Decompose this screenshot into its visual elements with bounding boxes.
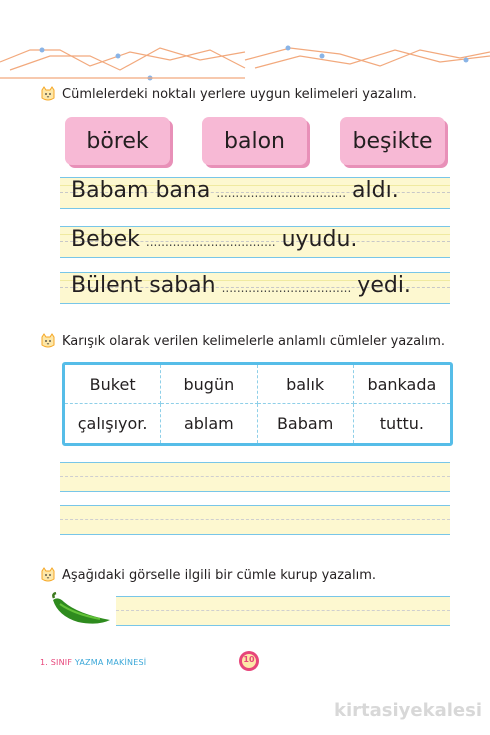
word-card-1: börek (65, 117, 170, 165)
page-number: 10 (243, 655, 255, 664)
instruction-2 (40, 333, 445, 349)
footer-title: YAZMA MAKİNESİ (74, 658, 147, 667)
sentence-2-start: Bebek (71, 227, 140, 252)
cat-face-icon (40, 333, 56, 349)
instruction-1-text: Cümlelerdeki noktalı yerlere uygun kelimeleri yazalım. (62, 86, 417, 102)
sentence-1-end: aldı. (352, 178, 399, 203)
word-grid (62, 362, 453, 446)
sentence-3 (71, 273, 411, 298)
word-card-3: beşikte (340, 117, 445, 165)
footer-label (40, 658, 146, 667)
grid-cell: bankada (354, 365, 450, 404)
grid-cell: bugün (161, 365, 257, 404)
grid-cell: ablam (161, 404, 257, 443)
word-card-2: balon (202, 117, 307, 165)
sentence-2 (71, 227, 357, 252)
sentence-3-end: yedi. (357, 273, 411, 298)
sentence-3-start: Bülent sabah (71, 273, 216, 298)
grid-cell: Babam (258, 404, 354, 443)
grid-cell: balık (258, 365, 354, 404)
instruction-3-text: Aşağıdaki görselle ilgili bir cümle kurup yazalım. (62, 567, 377, 583)
footer-grade: 1. SINIF (40, 658, 73, 667)
answer-line-1[interactable] (60, 462, 450, 492)
answer-line-3[interactable] (116, 596, 450, 626)
cat-face-icon (40, 86, 56, 102)
grid-cell: tuttu. (379, 414, 424, 433)
answer-line-2[interactable] (60, 505, 450, 535)
sentence-3-blank[interactable]: .................................. (221, 281, 352, 295)
sentence-2-blank[interactable]: .................................. (145, 235, 276, 249)
grid-cell: Buket (65, 365, 161, 404)
cat-face-icon (40, 567, 56, 583)
watermark: kirtasiyekalesi (334, 700, 482, 721)
decorative-header-lines (0, 38, 490, 88)
instruction-1 (40, 86, 417, 102)
instruction-2-text: Karışık olarak verilen kelimelerle anlamlı cümleler yazalım. (62, 333, 446, 349)
sentence-1 (71, 178, 399, 203)
sentence-1-blank[interactable]: .................................. (216, 186, 347, 200)
instruction-3 (40, 567, 376, 583)
grid-cell: çalışıyor. (65, 404, 161, 443)
sentence-2-end: uyudu. (281, 227, 358, 252)
sentence-1-start: Babam bana (71, 178, 211, 203)
green-pepper-icon (48, 592, 114, 628)
page-number-badge (238, 650, 260, 672)
